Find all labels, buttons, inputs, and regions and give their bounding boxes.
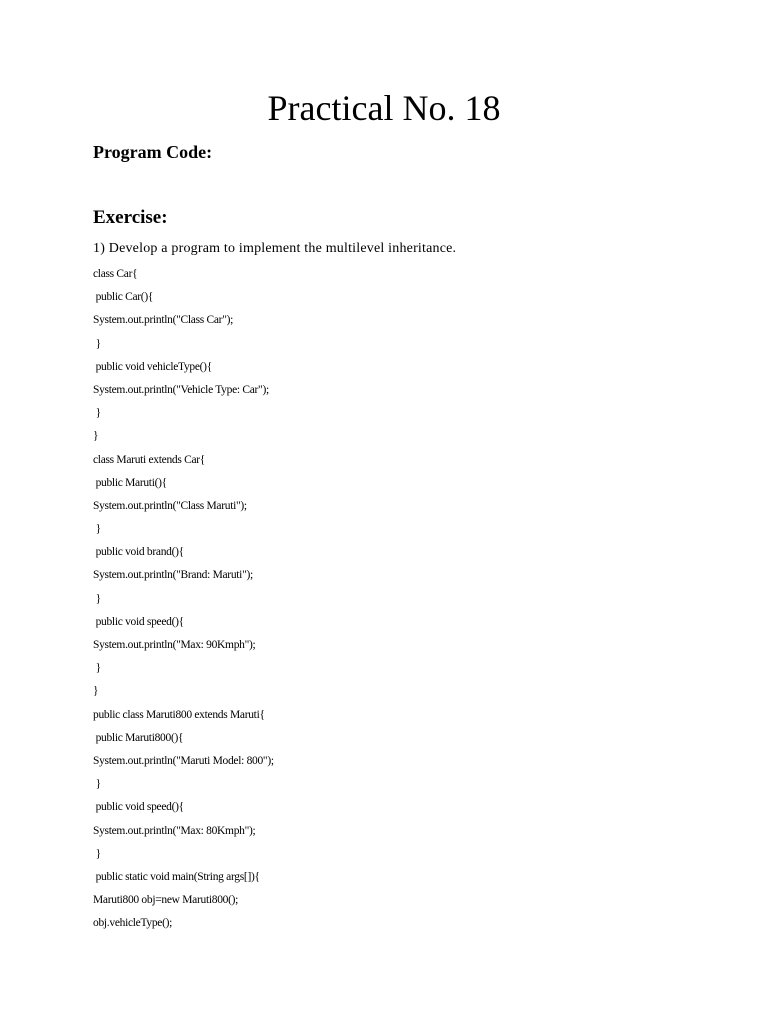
code-line: } [93, 685, 99, 698]
exercise-question: 1) Develop a program to implement the multilevel inheritance. [93, 241, 457, 256]
code-line: public void brand(){ [93, 546, 184, 559]
code-listing [93, 267, 274, 939]
code-line: class Maruti extends Car{ [93, 453, 206, 466]
code-line: } [93, 430, 99, 443]
code-line: System.out.println("Class Maruti"); [93, 499, 247, 512]
exercise-heading: Exercise: [93, 207, 168, 228]
code-line: public Maruti800(){ [93, 731, 184, 744]
code-line: } [93, 523, 101, 536]
code-line: } [93, 847, 101, 860]
code-line: System.out.println("Max: 90Kmph"); [93, 639, 256, 651]
code-line: System.out.println("Max: 80Kmph"); [93, 824, 256, 837]
code-line: System.out.println("Vehicle Type: Car"); [93, 383, 269, 396]
code-line: class Car{ [93, 268, 138, 280]
code-line: public void speed(){ [93, 801, 184, 814]
code-line: System.out.println("Maruti Model: 800"); [93, 754, 274, 767]
page-title: Practical No. 18 [267, 88, 501, 128]
code-line: obj.vehicleType(); [93, 917, 173, 930]
code-line: } [93, 407, 101, 420]
code-line: public static void main(String args[]){ [93, 870, 260, 883]
code-line: public Maruti(){ [93, 476, 167, 489]
code-line: public void vehicleType(){ [93, 360, 212, 373]
code-line: public class Maruti800 extends Maruti{ [93, 708, 265, 721]
code-line: } [93, 592, 101, 605]
code-line: } [93, 778, 101, 791]
code-line: public Car(){ [93, 291, 154, 304]
code-line: public void speed(){ [93, 615, 184, 628]
code-line: Maruti800 obj=new Maruti800(); [93, 894, 239, 907]
code-line: System.out.println("Class Car"); [93, 314, 234, 327]
code-line: } [93, 337, 101, 350]
program-code-heading: Program Code: [93, 142, 213, 162]
code-line: } [93, 662, 101, 675]
code-line: System.out.println("Brand: Maruti"); [93, 569, 253, 582]
